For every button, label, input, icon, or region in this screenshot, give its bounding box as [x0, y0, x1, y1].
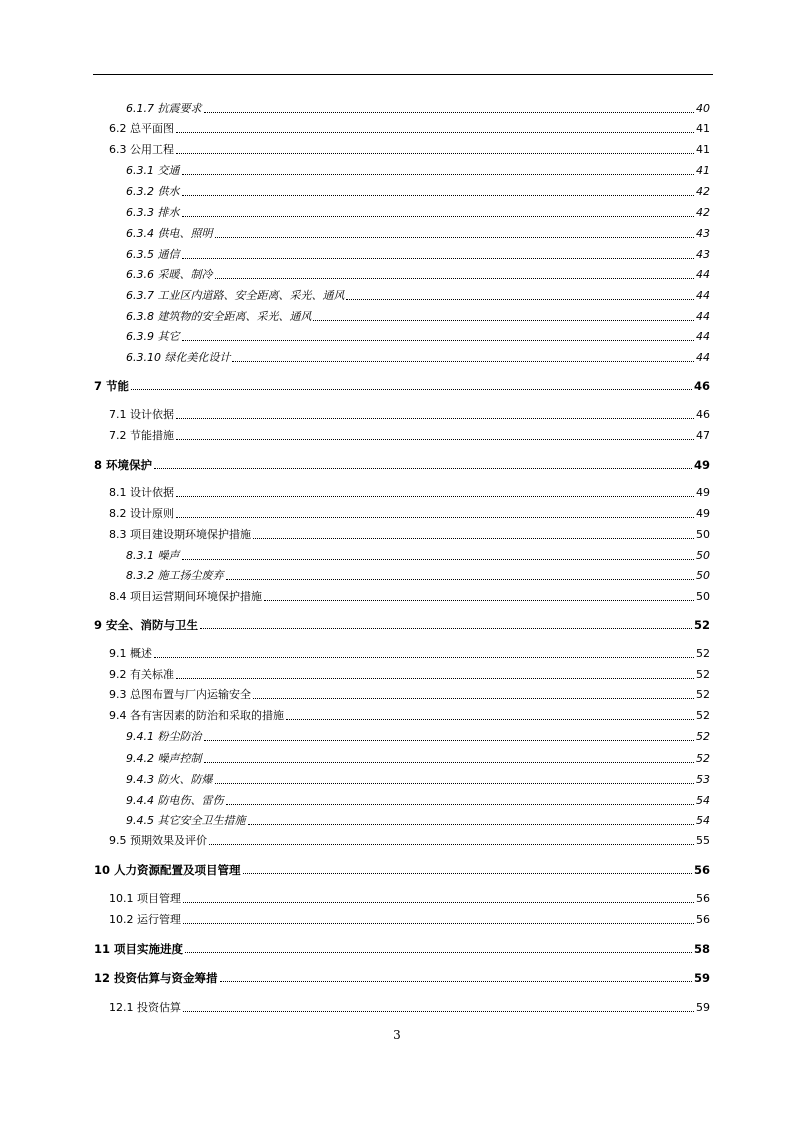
toc-leader-dots [232, 361, 694, 362]
toc-entry-page: 50 [696, 549, 710, 562]
toc-entry[interactable] [94, 861, 710, 877]
toc-leader-dots [182, 174, 695, 175]
toc-entry-title: 10 人力资源配置及项目管理 [94, 863, 241, 877]
toc-entry[interactable] [109, 484, 710, 500]
toc-entry-title: 9.4.2 噪声控制 [126, 752, 202, 765]
toc-entry[interactable] [109, 686, 710, 702]
toc-leader-dots [176, 439, 694, 440]
toc-entry[interactable] [94, 616, 710, 632]
toc-entry-page: 52 [696, 688, 710, 701]
toc-entry-title: 11 项目实施进度 [94, 942, 184, 956]
toc-entry-page: 44 [696, 330, 710, 343]
toc-entry-title: 7.2 节能措施 [109, 429, 174, 442]
toc-leader-dots [226, 579, 695, 580]
toc-leader-dots [226, 804, 695, 805]
toc-leader-dots [204, 762, 695, 763]
toc-entry-title: 9.5 预期效果及评价 [109, 834, 207, 847]
toc-entry-title: 7.1 设计依据 [109, 408, 174, 421]
toc-entry-title: 6.3.1 交通 [126, 164, 180, 177]
toc-leader-dots [176, 496, 694, 497]
toc-entry-page: 58 [693, 942, 710, 956]
toc-entry-title: 8 环境保护 [94, 458, 153, 472]
toc-entry[interactable] [126, 287, 710, 303]
toc-entry-title: 10.2 运行管理 [109, 913, 181, 926]
toc-entry-page: 54 [696, 814, 710, 827]
toc-entry-title: 6.2 总平面图 [109, 122, 174, 135]
toc-entry[interactable] [109, 707, 710, 723]
toc-entry-page: 49 [693, 458, 710, 472]
toc-entry[interactable] [126, 349, 710, 365]
toc-entry[interactable] [126, 567, 710, 583]
toc-entry-title: 8.3 项目建设期环境保护措施 [109, 528, 251, 541]
toc-entry-title: 8.1 设计依据 [109, 486, 174, 499]
toc-leader-dots [264, 600, 694, 601]
toc-entry-page: 44 [696, 351, 710, 364]
toc-entry-page: 47 [696, 429, 710, 442]
toc-entry-page: 46 [696, 408, 710, 421]
toc-leader-dots [248, 824, 695, 825]
toc-entry[interactable] [126, 225, 710, 241]
toc-entry-page: 52 [696, 647, 710, 660]
toc-entry-title: 9.3 总图布置与厂内运输安全 [109, 688, 251, 701]
toc-entry-title: 9.4 各有害因素的防治和采取的措施 [109, 709, 284, 722]
toc-entry-page: 44 [696, 310, 710, 323]
toc-entry-page: 41 [696, 122, 710, 135]
toc-entry-page: 49 [696, 486, 710, 499]
toc-entry[interactable] [126, 100, 710, 116]
toc-entry[interactable] [109, 911, 710, 927]
toc-entry[interactable] [109, 832, 710, 848]
toc-leader-dots [183, 902, 694, 903]
toc-entry-page: 41 [696, 143, 710, 156]
toc-leader-dots [182, 258, 695, 259]
toc-leader-dots [183, 923, 694, 924]
toc-entry[interactable] [126, 204, 710, 220]
toc-entry-page: 46 [693, 379, 710, 393]
toc-leader-dots [176, 678, 694, 679]
toc-entry-page: 56 [693, 863, 710, 877]
toc-entry[interactable] [94, 969, 710, 985]
toc-entry[interactable] [109, 505, 710, 521]
toc-entry[interactable] [109, 666, 710, 682]
toc-entry-page: 55 [696, 834, 710, 847]
toc-entry-title: 6.3.2 供水 [126, 185, 180, 198]
toc-entry-title: 9.1 概述 [109, 647, 152, 660]
toc-entry[interactable] [94, 377, 710, 393]
toc-entry[interactable] [126, 792, 710, 808]
toc-entry-page: 49 [696, 507, 710, 520]
toc-leader-dots [182, 195, 695, 196]
toc-entry-page: 52 [696, 709, 710, 722]
toc-leader-dots [182, 559, 695, 560]
toc-leader-dots [215, 783, 695, 784]
toc-leader-dots [176, 132, 694, 133]
toc-entry-title: 9.2 有关标准 [109, 668, 174, 681]
toc-entry-title: 9.4.4 防电伤、雷伤 [126, 794, 224, 807]
toc-leader-dots [243, 873, 692, 874]
toc-entry-title: 6.3.4 供电、照明 [126, 227, 213, 240]
toc-entry-title: 6.3.9 其它 [126, 330, 180, 343]
toc-entry[interactable] [126, 162, 710, 178]
toc-entry-title: 6.3.8 建筑物的安全距离、采光、通风 [126, 310, 312, 323]
toc-entry[interactable] [109, 890, 710, 906]
toc-leader-dots [209, 844, 694, 845]
toc-leader-dots [346, 299, 694, 300]
toc-entry-page: 52 [696, 668, 710, 681]
toc-leader-dots [313, 320, 694, 321]
toc-leader-dots [253, 538, 694, 539]
toc-entry-title: 7 节能 [94, 379, 130, 393]
toc-entry[interactable] [109, 588, 710, 604]
toc-entry[interactable] [126, 547, 710, 563]
toc-entry-page: 52 [693, 618, 710, 632]
toc-entry[interactable] [109, 120, 710, 136]
toc-leader-dots [176, 153, 694, 154]
toc-entry-page: 42 [696, 185, 710, 198]
toc-leader-dots [253, 698, 694, 699]
toc-entry-page: 50 [696, 590, 710, 603]
toc-leader-dots [183, 1011, 694, 1012]
toc-leader-dots [182, 216, 695, 217]
toc-entry-page: 54 [696, 794, 710, 807]
toc-entry-page: 56 [696, 892, 710, 905]
toc-leader-dots [182, 340, 695, 341]
toc-entry-title: 6.3.5 通信 [126, 248, 180, 261]
toc-entry-page: 42 [696, 206, 710, 219]
toc-entry-title: 6.3.6 采暖、制冷 [126, 268, 213, 281]
toc-entry[interactable] [94, 940, 710, 956]
toc-entry[interactable] [126, 771, 710, 787]
toc-entry-page: 44 [696, 268, 710, 281]
toc-entry[interactable] [109, 427, 710, 443]
toc-entry-page: 52 [696, 730, 710, 743]
toc-entry-title: 6.3.3 排水 [126, 206, 180, 219]
toc-entry[interactable] [126, 750, 710, 766]
toc-entry-title: 8.3.2 施工扬尘废弃 [126, 569, 224, 582]
toc-leader-dots [131, 389, 692, 390]
toc-entry[interactable] [126, 246, 710, 262]
toc-entry-title: 6.3.10 绿化美化设计 [126, 351, 231, 364]
toc-leader-dots [154, 657, 694, 658]
toc-leader-dots [185, 952, 692, 953]
toc-entry-page: 41 [696, 164, 710, 177]
toc-entry-title: 9 安全、消防与卫生 [94, 618, 199, 632]
toc-entry-title: 6.3.7 工业区内道路、安全距离、采光、通风 [126, 289, 345, 302]
toc-entry[interactable] [126, 728, 710, 744]
toc-leader-dots [220, 981, 692, 982]
toc-entry[interactable] [126, 812, 710, 828]
toc-leader-dots [215, 278, 695, 279]
toc-entry-title: 8.3.1 噪声 [126, 549, 180, 562]
toc-entry-title: 6.3 公用工程 [109, 143, 174, 156]
toc-entry-title: 9.4.5 其它安全卫生措施 [126, 814, 246, 827]
toc-entry-title: 6.1.7 抗震要求 [126, 102, 202, 115]
toc-entry-page: 43 [696, 227, 710, 240]
toc-entry[interactable] [109, 406, 710, 422]
toc-leader-dots [215, 237, 695, 238]
toc-entry-page: 59 [693, 971, 710, 985]
toc-entry[interactable] [109, 645, 710, 661]
toc-entry[interactable] [126, 328, 710, 344]
page-number: 3 [393, 1028, 401, 1042]
toc-entry-page: 53 [696, 773, 710, 786]
toc-entry-page: 52 [696, 752, 710, 765]
toc-entry-title: 12 投资估算与资金筹措 [94, 971, 218, 985]
toc-entry-page: 44 [696, 289, 710, 302]
toc-leader-dots [176, 418, 694, 419]
toc-entry-page: 40 [696, 102, 710, 115]
toc-entry-title: 10.1 项目管理 [109, 892, 181, 905]
toc-entry-page: 43 [696, 248, 710, 261]
toc-entry-page: 50 [696, 569, 710, 582]
toc-entry-page: 59 [696, 1001, 710, 1014]
toc-entry-title: 9.4.3 防火、防爆 [126, 773, 213, 786]
toc-entry[interactable] [109, 141, 710, 157]
toc-entry-title: 9.4.1 粉尘防治 [126, 730, 202, 743]
toc-entry[interactable] [109, 526, 710, 542]
toc-entry[interactable] [94, 456, 710, 472]
toc-leader-dots [286, 719, 694, 720]
toc-leader-dots [204, 112, 695, 113]
toc-entry[interactable] [126, 183, 710, 199]
toc-entry[interactable] [126, 308, 710, 324]
toc-leader-dots [200, 628, 692, 629]
toc-entry-title: 8.2 设计原则 [109, 507, 174, 520]
toc-entry-page: 56 [696, 913, 710, 926]
toc-entry[interactable] [109, 999, 710, 1015]
toc-leader-dots [204, 740, 695, 741]
toc-entry-page: 50 [696, 528, 710, 541]
toc-entry[interactable] [126, 266, 710, 282]
toc-leader-dots [176, 517, 694, 518]
toc-entry-title: 12.1 投资估算 [109, 1001, 181, 1014]
toc-leader-dots [154, 468, 692, 469]
toc-entry-title: 8.4 项目运营期间环境保护措施 [109, 590, 262, 603]
